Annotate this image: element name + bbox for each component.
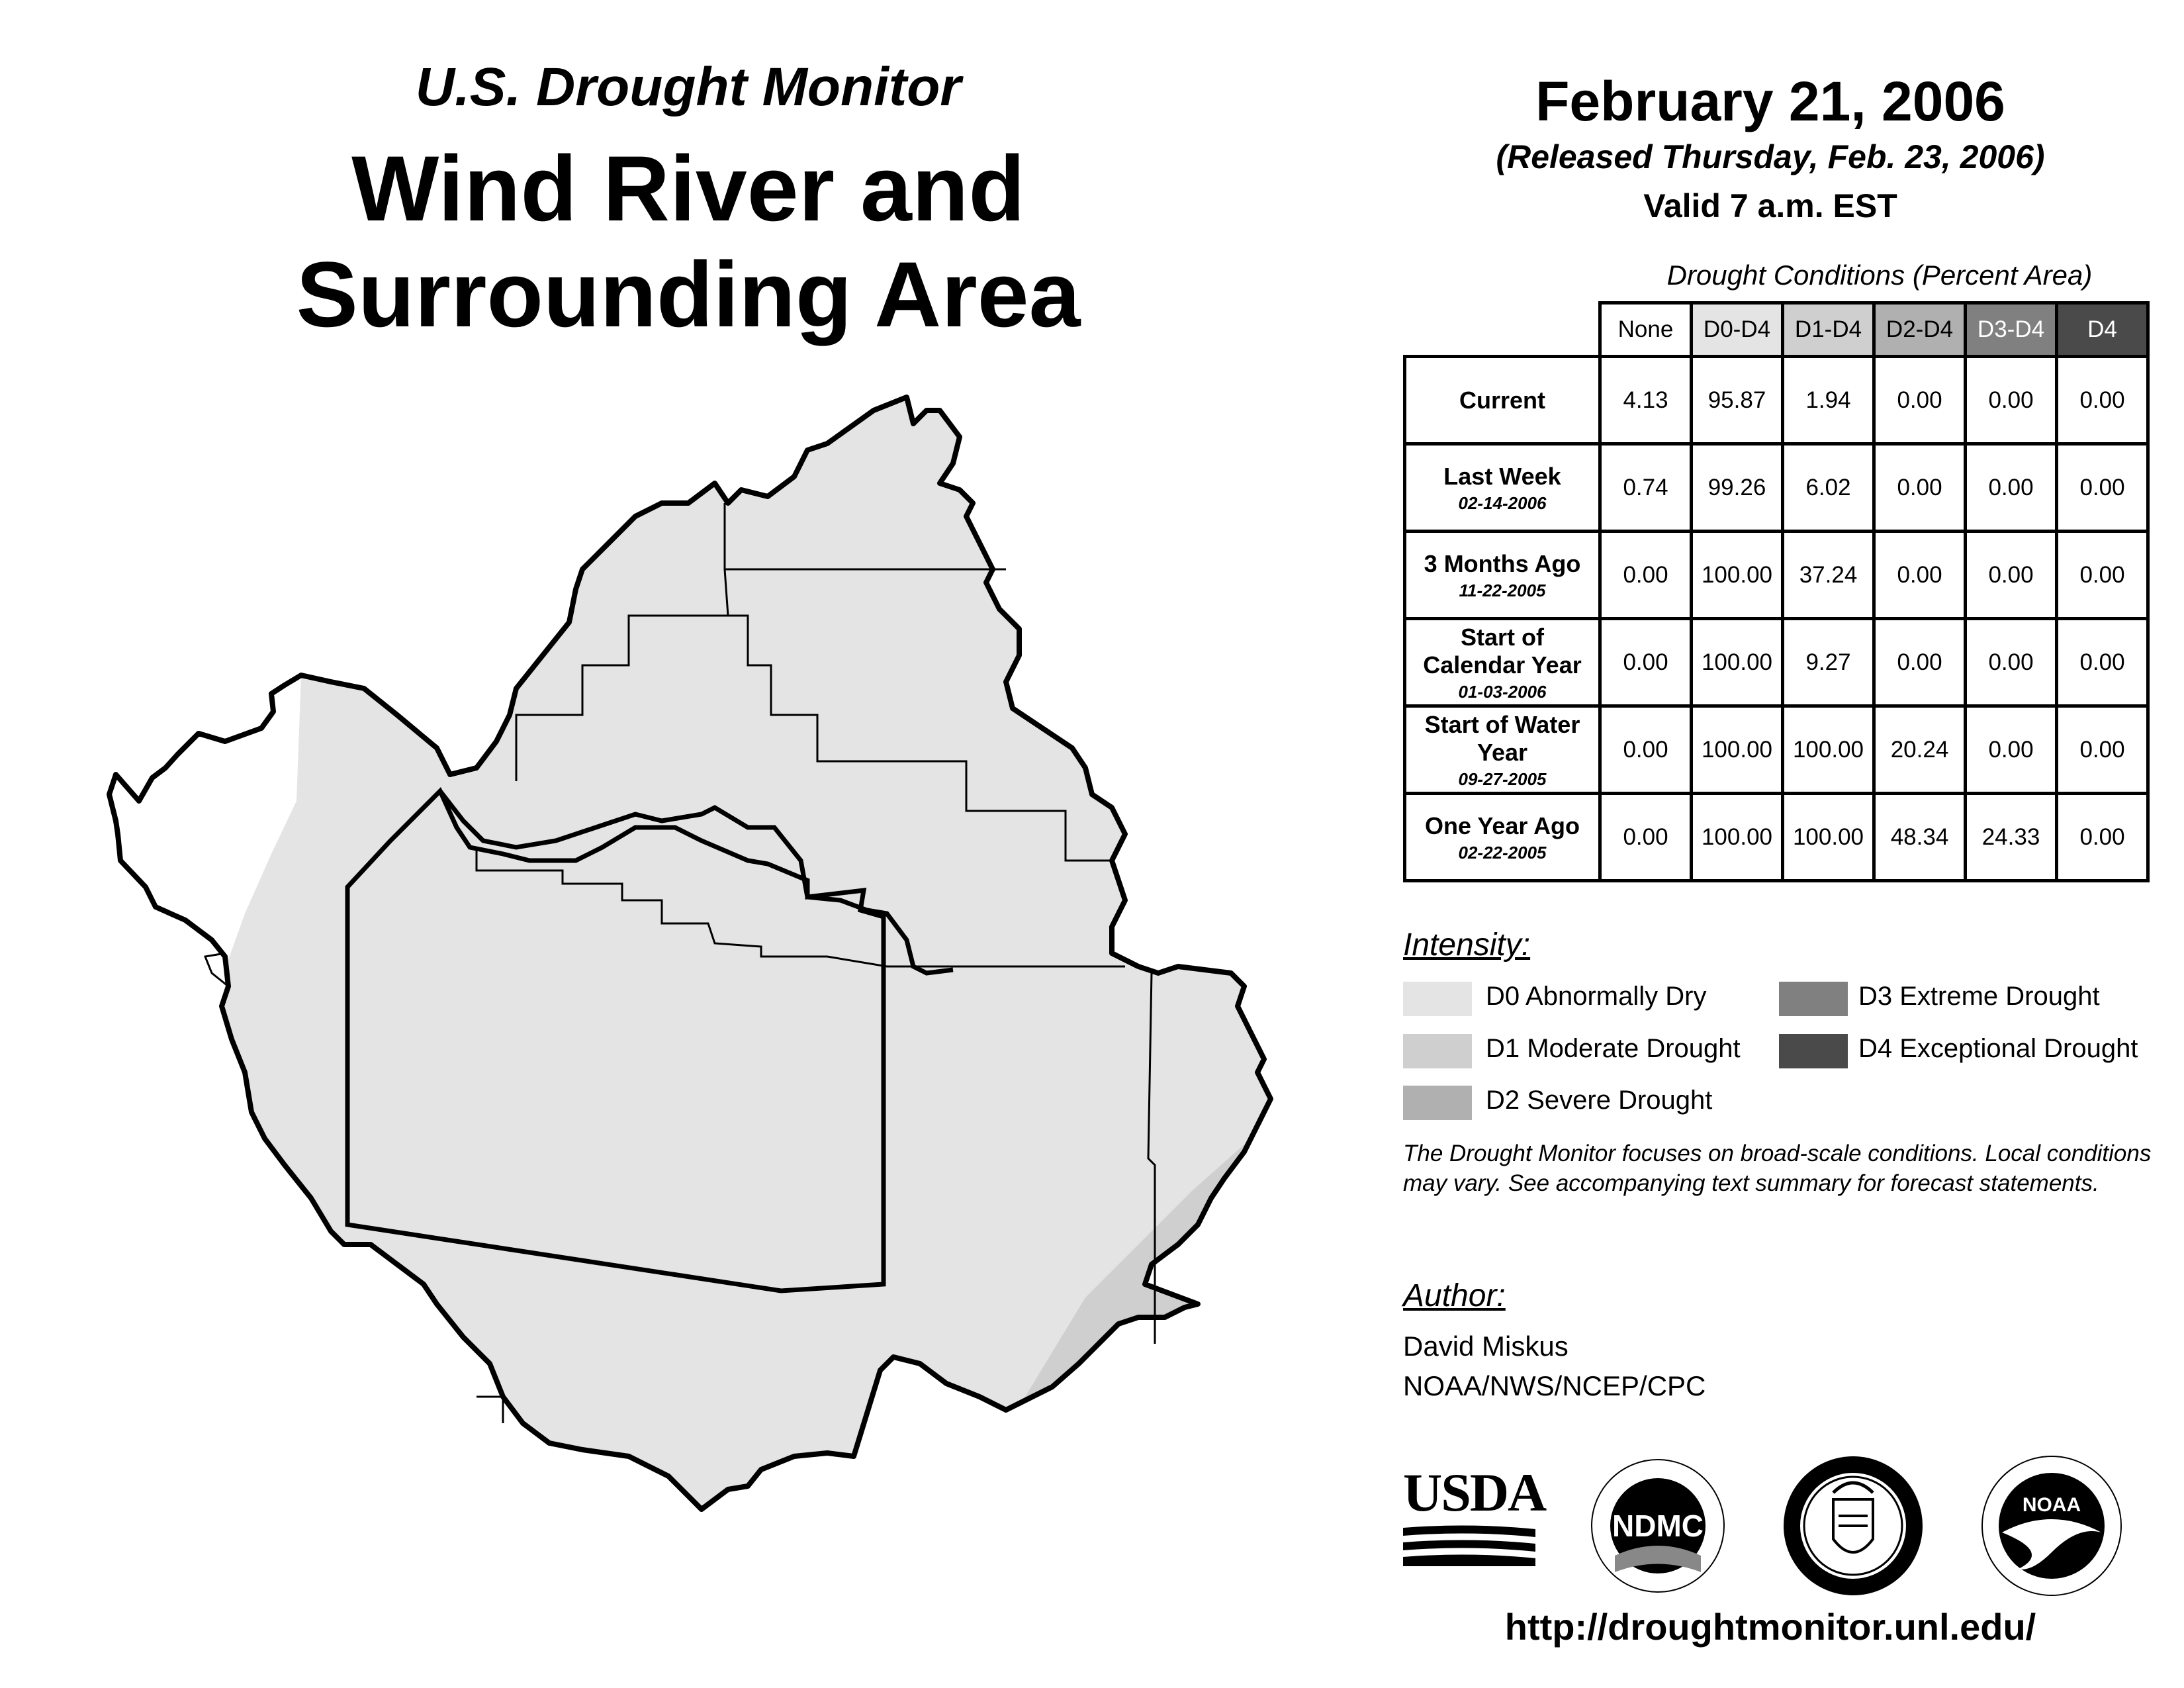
table-cell: 100.00 <box>1692 794 1783 881</box>
intensity-title: Intensity: <box>1403 927 1531 962</box>
table-cell: 0.00 <box>1600 706 1692 794</box>
row-label-text: Last Week <box>1443 462 1561 490</box>
table-cell: 95.87 <box>1692 357 1783 444</box>
release-date: (Released Thursday, Feb. 23, 2006) <box>1496 138 2045 175</box>
table-cell: 0.00 <box>1966 532 2057 619</box>
table-cell: 9.27 <box>1783 619 1874 706</box>
ndmc-logo <box>1588 1456 1727 1595</box>
table-cell: 0.00 <box>2057 532 2148 619</box>
table-cell: 0.00 <box>2057 706 2148 794</box>
table-cell: 100.00 <box>1692 619 1783 706</box>
table-row <box>1405 357 2148 444</box>
table-cell: 0.00 <box>2057 357 2148 444</box>
usda-logo-text: USDA <box>1403 1462 1546 1523</box>
row-label-text: Start of Calendar Year <box>1423 623 1582 679</box>
usda-logo-stripes <box>1403 1523 1535 1569</box>
table-row <box>1405 444 2148 532</box>
table-cell: 0.00 <box>1966 706 2057 794</box>
legend-swatch-d2 <box>1403 1086 1472 1120</box>
table-cell: 0.00 <box>1600 794 1692 881</box>
table-cell: 0.00 <box>1600 532 1692 619</box>
table-cell: 4.13 <box>1600 357 1692 444</box>
table-caption: Drought Conditions (Percent Area) <box>1666 259 2093 291</box>
col-header-d2-d4: D2-D4 <box>1874 303 1966 357</box>
noaa-logo-text: NOAA <box>2022 1494 2081 1516</box>
table-cell: 100.00 <box>1692 706 1783 794</box>
row-label-text: Current <box>1459 386 1545 414</box>
col-header-d1-d4: D1-D4 <box>1783 303 1874 357</box>
row-label <box>1405 357 1600 444</box>
row-label <box>1405 794 1600 881</box>
table-cell: 0.00 <box>1966 619 2057 706</box>
row-date: 11-22-2005 <box>1459 580 1546 600</box>
legend-swatch-d1 <box>1403 1034 1472 1068</box>
row-label <box>1405 706 1600 794</box>
legend-label-d1: D1 Moderate Drought <box>1486 1034 1741 1063</box>
table-cell: 6.02 <box>1783 444 1874 532</box>
table-row <box>1405 706 2148 794</box>
table-cell: 37.24 <box>1783 532 1874 619</box>
table-cell: 24.33 <box>1966 794 2057 881</box>
row-date: 02-14-2006 <box>1458 492 1547 513</box>
drought-conditions-table <box>1403 301 2150 882</box>
map-title-line1: Wind River and <box>351 136 1025 240</box>
map-title-line2: Surrounding Area <box>296 242 1081 346</box>
table-cell: 48.34 <box>1874 794 1966 881</box>
noaa-logo <box>1979 1453 2124 1599</box>
table-cell: 0.00 <box>2057 794 2148 881</box>
row-date: 02-22-2005 <box>1458 842 1547 863</box>
table-cell: 100.00 <box>1692 532 1783 619</box>
subtitle: U.S. Drought Monitor <box>415 57 962 117</box>
table-cell: 0.00 <box>1874 532 1966 619</box>
col-header-d3-d4: D3-D4 <box>1966 303 2057 357</box>
author-org: NOAA/NWS/NCEP/CPC <box>1403 1370 1706 1401</box>
legend-label-d0: D0 Abnormally Dry <box>1486 982 1707 1011</box>
col-header-d0-d4: D0-D4 <box>1692 303 1783 357</box>
author-name: David Miskus <box>1403 1331 1569 1362</box>
map-date: February 21, 2006 <box>1535 70 2005 132</box>
row-label-text: 3 Months Ago <box>1424 549 1581 577</box>
table-cell: 0.00 <box>1874 444 1966 532</box>
table-cell: 0.00 <box>1966 357 2057 444</box>
department-of-commerce-seal <box>1780 1453 1926 1599</box>
ndmc-logo-text: NDMC <box>1612 1509 1704 1543</box>
table-cell: 100.00 <box>1783 706 1874 794</box>
legend-label-d3: D3 Extreme Drought <box>1858 982 2100 1011</box>
col-header-none: None <box>1600 303 1692 357</box>
table-cell: 0.00 <box>2057 444 2148 532</box>
table-cell: 100.00 <box>1783 794 1874 881</box>
disclaimer-note: The Drought Monitor focuses on broad-scale conditions. Local conditions may vary. See accompanying text summary for forecast statements. <box>1403 1141 2152 1196</box>
table-cell: 1.94 <box>1783 357 1874 444</box>
website-url[interactable]: http://droughtmonitor.unl.edu/ <box>1504 1606 2036 1648</box>
table-cell: 0.00 <box>2057 619 2148 706</box>
legend-label-d4: D4 Exceptional Drought <box>1858 1034 2138 1063</box>
row-label <box>1405 619 1600 706</box>
table-cell: 0.00 <box>1874 357 1966 444</box>
row-date: 01-03-2006 <box>1458 681 1547 702</box>
col-header-d4: D4 <box>2057 303 2148 357</box>
table-header-row <box>1405 303 2148 357</box>
table-row <box>1405 532 2148 619</box>
table-cell: 0.00 <box>1874 619 1966 706</box>
row-date: 09-27-2005 <box>1458 769 1547 789</box>
row-label <box>1405 532 1600 619</box>
author-title: Author: <box>1403 1278 1506 1313</box>
table-cell: 0.00 <box>1966 444 2057 532</box>
table-cell: 20.24 <box>1874 706 1966 794</box>
valid-time: Valid 7 a.m. EST <box>1643 187 1897 224</box>
table-cell: 99.26 <box>1692 444 1783 532</box>
table-cell: 0.00 <box>1600 619 1692 706</box>
legend-label-d2: D2 Severe Drought <box>1486 1086 1713 1115</box>
table-cell: 0.74 <box>1600 444 1692 532</box>
table-row <box>1405 619 2148 706</box>
legend-swatch-d0 <box>1403 982 1472 1016</box>
usda-logo <box>1403 1462 1546 1569</box>
legend-swatch-d4 <box>1779 1034 1848 1068</box>
row-label <box>1405 444 1600 532</box>
row-label-text: One Year Ago <box>1424 812 1580 839</box>
legend-swatch-d3 <box>1779 982 1848 1016</box>
row-label-text: Start of Water Year <box>1424 710 1580 766</box>
table-row <box>1405 794 2148 881</box>
